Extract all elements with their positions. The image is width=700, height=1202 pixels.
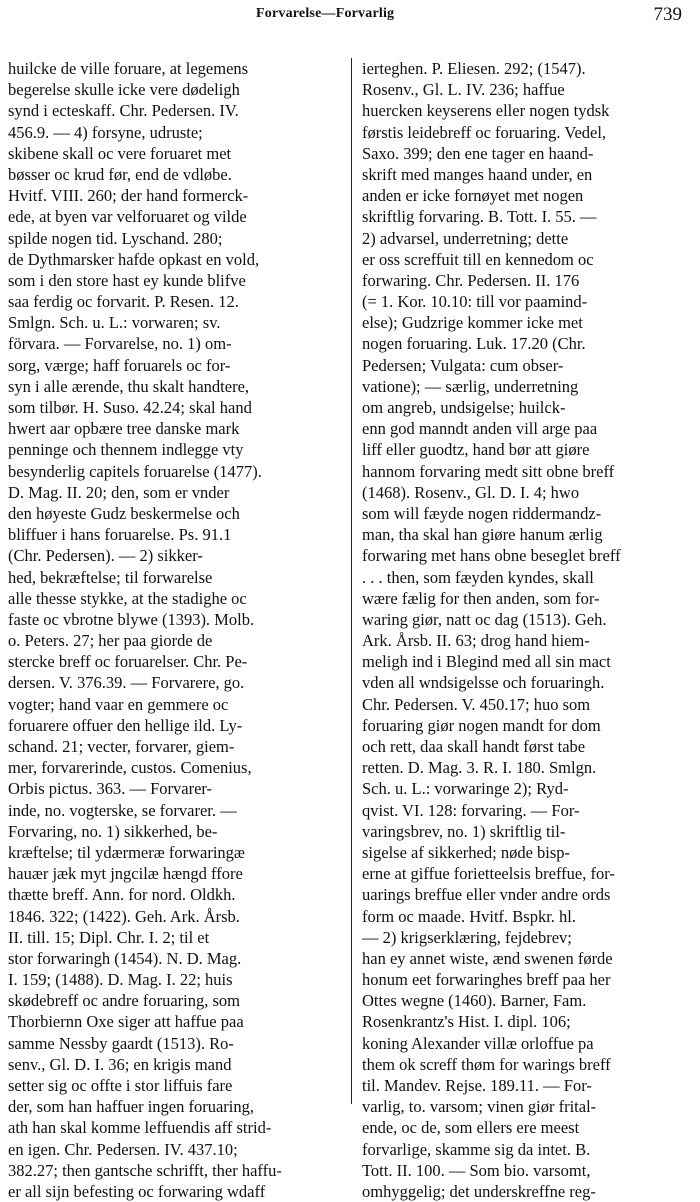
text-line: Hvitf. VIII. 260; der hand formerck-: [8, 186, 249, 206]
text-line: Sch. u. L.: vorwaringe 2); Ryd-: [362, 779, 569, 799]
text-line: och rett, daa skall handt først tabe: [362, 737, 586, 756]
text-line: forwaring. Chr. Pedersen. II. 176: [362, 270, 580, 290]
text-line: retten. D. Mag. 3. R. I. 180. Smlgn.: [362, 758, 597, 778]
text-line: saa ferdig oc forvarit. P. Resen. 12.: [8, 292, 239, 312]
text-line: som tilbør. H. Suso. 42.24; skal hand: [8, 398, 252, 417]
text-line: stercke breff oc foruarelser. Chr. Pe-: [8, 652, 248, 672]
text-line: hannom forvaring medt sitt obne breff: [362, 461, 615, 481]
text-line: alle thesse stykke, at the stadighe oc: [8, 588, 247, 608]
text-line: besynderlig capitels foruarelse (1477).: [8, 461, 262, 481]
text-line: Ark. Årsb. II. 63; drog hand hiem-: [362, 631, 590, 651]
text-line: skibene skall oc vere foruaret met: [8, 143, 232, 163]
text-line: enn god manndt anden vill arge paa: [362, 419, 598, 439]
text-line: om angreb, undsigelse; huilck-: [362, 398, 566, 417]
text-line: bliffuer i hans foruarelse. Ps. 91.1: [8, 525, 232, 545]
text-line: han ey annet wiste, ænd swenen førde: [362, 948, 613, 968]
text-line: forwaring met hans obne beseglet breff: [362, 546, 621, 566]
text-line: faste oc vbrotne blywe (1393). Molb.: [8, 609, 255, 629]
text-line: (Chr. Pedersen). — 2) sikker-: [8, 546, 203, 566]
text-line: begerelse skulle icke vere dødeligh: [8, 80, 240, 100]
text-line: 2) advarsel, underretning; dette: [362, 228, 569, 248]
text-line: der, som han haffuer ingen foruaring,: [8, 1097, 254, 1117]
text-line: (1468). Rosenv., Gl. D. I. 4; hwo: [362, 482, 580, 502]
text-line: — 2) krigserklæring, fejdebrev;: [362, 927, 572, 947]
text-line: vatione); — særlig, underretning: [362, 376, 579, 396]
running-header: [0, 4, 700, 32]
text-line: de Dythmarsker hafde opkast en vold,: [8, 249, 260, 269]
text-line: uarings breffue eller vnder andre ords: [362, 885, 611, 905]
text-line: huilcke de ville foruare, at legemens: [8, 59, 249, 78]
right-column: [362, 58, 694, 1202]
text-line: koning Alexander villæ orloffue pa: [362, 1033, 594, 1053]
text-line: Pedersen; Vulgata: cum obser-: [362, 355, 564, 375]
text-line: else); Gudzrige kommer icke met: [362, 313, 583, 333]
text-line: mer, forvarerinde, custos. Comenius,: [8, 758, 252, 778]
text-line: ierteghen. P. Eliesen. 292; (1547).: [362, 59, 586, 78]
text-line: meligh ind i Blegind med all sin mact: [362, 652, 611, 672]
text-line: hed, bekræftelse; til forwarelse: [8, 567, 213, 587]
text-line: thætte breff. Ann. for nord. Oldkh.: [8, 885, 236, 905]
text-line: Chr. Pedersen. V. 450.17; huo som: [362, 694, 591, 714]
text-line: vogter; hand vaar en gemmere oc: [8, 694, 229, 714]
text-line: Rosenkrantz's Hist. I. dipl. 106;: [362, 1012, 571, 1032]
text-line: ath han skal komme leffuendis aff strid-: [8, 1118, 272, 1138]
text-line: D. Mag. II. 20; den, som er vnder: [8, 482, 230, 502]
text-line: er all sijn befesting oc forwaring wdaff: [8, 1181, 266, 1201]
text-line: man, tha skal han giøre hanum ærlig: [362, 525, 603, 545]
text-line: anden er icke fornøyet met nogen: [362, 186, 584, 206]
text-line: wære fælig for then anden, som for-: [362, 588, 600, 608]
text-line: Smlgn. Sch. u. L.: vorwaren; sv.: [8, 313, 221, 333]
page-number: 739: [653, 4, 682, 25]
text-line: 1846. 322; (1422). Geh. Ark. Årsb.: [8, 906, 240, 926]
text-line: kræftelse; til ydærmeræ forwaringæ: [8, 842, 245, 862]
text-line: ende, oc de, som ellers ere meest: [362, 1118, 580, 1138]
text-line: II. till. 15; Dipl. Chr. I. 2; til et: [8, 927, 210, 947]
text-line: senv., Gl. D. I. 36; en krigis mand: [8, 1054, 232, 1074]
text-line: synd i ecteskaff. Chr. Pedersen. IV.: [8, 101, 239, 121]
text-line: huercken keyserens eller nogen tydsk: [362, 101, 610, 121]
text-line: forvarlige, skamme sig da intet. B.: [362, 1139, 591, 1159]
text-line: syn i alle ærende, thu skalt handtere,: [8, 376, 250, 396]
text-line: form oc maade. Hvitf. Bspkr. hl.: [362, 906, 577, 926]
text-line: liff eller guodtz, hand bør att giøre: [362, 440, 590, 460]
text-line: erne at giffue forietteelsis breffue, for-: [362, 864, 615, 884]
text-line: inde, no. vogterske, se forvarer. —: [8, 800, 237, 820]
text-line: dersen. V. 376.39. — Forvarere, go.: [8, 673, 245, 693]
text-line: Rosenv., Gl. L. IV. 236; haffue: [362, 80, 565, 100]
text-line: bøsser oc krud før, end de vdløbe.: [8, 164, 232, 184]
text-line: førstis leidebreff oc foruaring. Vedel,: [362, 122, 607, 142]
text-line: honum eet forwaringhes breff paa her: [362, 970, 611, 990]
text-line: I. 159; (1488). D. Mag. I. 22; huis: [8, 970, 233, 990]
text-line: til. Mandev. Rejse. 189.11. — For-: [362, 1076, 592, 1095]
text-line: Saxo. 399; den ene tager en haand-: [362, 143, 594, 163]
text-line: Tott. II. 100. — Som bio. varsomt,: [362, 1160, 591, 1180]
text-line: foruaring giør nogen mandt for dom: [362, 715, 601, 735]
text-line: Thorbiernn Oxe siger att haffue paa: [8, 1012, 244, 1032]
text-line: Orbis pictus. 363. — Forvarer-: [8, 779, 213, 799]
text-line: penninge och thennem indlegge vty: [8, 440, 244, 460]
text-line: hwert aar opbære tree danske mark: [8, 419, 240, 439]
text-line: skriftlig forvaring. B. Tott. I. 55. —: [362, 207, 597, 227]
text-line: 456.9. — 4) forsyne, udruste;: [8, 122, 203, 142]
text-line: skrift med manges haand under, en: [362, 164, 593, 184]
text-line: o. Peters. 27; her paa giorde de: [8, 631, 213, 651]
text-line: sigelse af sikkerhed; nøde bisp-: [362, 842, 571, 862]
text-line: omhyggelig; det underskreffne reg-: [362, 1181, 596, 1201]
text-line: varlig, to. varsom; vinen giør frital-: [362, 1097, 597, 1117]
text-line: foruarere offuer den hellige ild. Ly-: [8, 715, 243, 735]
text-line: qvist. VI. 128: forvaring. — For-: [362, 800, 580, 820]
text-line: Ottes wegne (1460). Barner, Fam.: [362, 991, 587, 1011]
text-line: waring giør, natt oc dag (1513). Geh.: [362, 609, 607, 629]
text-line: (= 1. Kor. 10.10: till vor paamind-: [362, 292, 588, 312]
text-line: vden all wndsigelsse och foruaringh.: [362, 673, 605, 693]
text-line: hauær jæk myt jngcilæ hængd ffore: [8, 864, 243, 884]
text-line: som will fæyde nogen riddermandz-: [362, 503, 602, 523]
text-line: setter sig oc offte i stor liffuis fare: [8, 1076, 233, 1095]
text-line: ede, at byen var velforuaret og vilde: [8, 207, 247, 227]
text-line: Forvaring, no. 1) sikkerhed, be-: [8, 821, 218, 841]
text-line: som i den store hast ey kunde blifve: [8, 270, 246, 290]
text-line: sorg, værge; haff foruarels oc for-: [8, 355, 231, 375]
text-line: varingsbrev, no. 1) skriftlig til-: [362, 821, 566, 841]
column-divider: [351, 58, 352, 1104]
text-line: spilde nogen tid. Lyschand. 280;: [8, 228, 223, 248]
text-line: skødebreff oc andre foruaring, som: [8, 991, 240, 1011]
left-column: [8, 58, 340, 1202]
text-line: er oss screffuit till en kennedom oc: [362, 249, 594, 269]
text-line: 382.27; then gantsche schrifft, ther haffu-: [8, 1160, 282, 1180]
text-line: nogen foruaring. Luk. 17.20 (Chr.: [362, 334, 586, 354]
text-line: stor forwaringh (1454). N. D. Mag.: [8, 948, 242, 968]
text-line: en igen. Chr. Pedersen. IV. 437.10;: [8, 1139, 238, 1159]
text-line: samme Nessby gaardt (1513). Ro-: [8, 1033, 234, 1053]
text-line: schand. 21; vecter, forvarer, giem-: [8, 737, 235, 756]
text-line: them ok screff thøm for warings breff: [362, 1054, 611, 1074]
text-line: den høyeste Gudz beskermelse och: [8, 503, 240, 523]
text-line: . . . then, som fæyden kyndes, skall: [362, 567, 594, 587]
header-title: Forvarelse—Forvarlig: [256, 6, 395, 21]
text-line: förvara. — Forvarelse, no. 1) om-: [8, 334, 232, 354]
